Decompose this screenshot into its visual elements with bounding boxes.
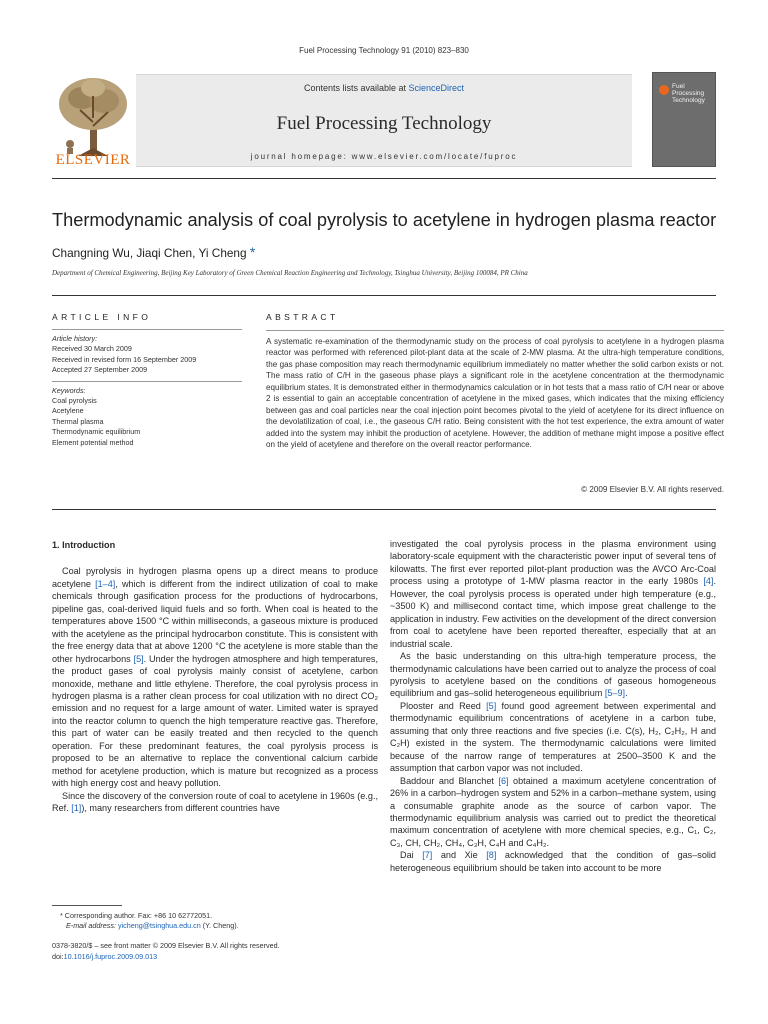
citation-link[interactable]: [1–4] (95, 578, 116, 589)
running-head: Fuel Processing Technology 91 (2010) 823–830 (299, 46, 469, 55)
paragraph: Coal pyrolysis in hydrogen plasma opens up a direct means to produce acetylene [1–4], which is different from the indirect utilization of coal to make chemicals through gasification process for the productions of hydrocarbons, pipeline gas, coal-derived liquid fuels and so forth. When coal is heated to the temperatures above 1500 °C within milliseconds, a gaseous mixture is produced with the acetylene as the principal hydrocarbon constitute. This is consistent with the free energy data that at above 1200 °C the acetylene is more stable than the other hydrocarbons [5]. Under the hydrogen atmosphere and high temperatures, the product gases of coal pyrolysis mainly consist of acetylene, carbon monoxide, methane and little ethylene. Therefore, the coal pyrolysis process in hydrogen plasma is a rather clean process for coal utilization with no direct CO₂ emission and no request for a large amount of water. Limited water is sprayed into the reactor column to quench the high temperature reactive gas. Therefore, this part of water can be easily treated and then recycled to the quench operation. For these predominant features, the coal pyrolysis process is proposed to be an alternative to replace the conventional calcium carbide method for acetylene production, which is mature but recognized as a process with high energy cost and heavy pollution. (52, 566, 378, 789)
corresponding-author-footnote (60, 911, 239, 931)
publisher-wordmark: ELSEVIER (55, 152, 131, 168)
keyword-item: Thermodynamic equilibrium (52, 427, 141, 437)
keyword-item: Element potential method (52, 437, 134, 447)
article-info-panel (52, 335, 242, 448)
paragraph: investigated the coal pyrolysis process in the plasma environment using laboratory-scale equipment with the characteristic power input of several tens of kilowatts. The first ever reported pilot-plant production was the AVCO Arc-Coal process using a prototype of 1-MW plasma reactor in the early 1980s [4]. However, the coal pyrolysis process is operated under high temperature (e.g., ~3500 K) and millisecond contact time, which impose great challenge to the application in industry. Few activities on the development of the direct conversion from coal to acetylene have been reported thereafter, especially that at an industrial scale. (390, 539, 716, 649)
keyword-item: Thermal plasma (52, 416, 104, 426)
paragraph: Dai [7] and Xie [8] acknowledged that the condition of gas–solid heterogeneous equilibrium should be taken into account to be more (390, 850, 716, 873)
body-rule (52, 509, 716, 510)
footnote-fax: Corresponding author. Fax: +86 10 62772051. (62, 911, 213, 920)
abstract-text: A systematic re-examination of the thermodynamic study on the process of coal pyrolysis to acetylene in a hydrogen plasma reactor was performed with referenced pilot-plant data at the scale of 2-MW plasma. At the ultra-high temperature conditions, the gas phase composition may reach thermodynamic equilibrium immediately no matter whether the solid carbon exists or not. The mass ratio of C/H in the gaseous phase plays a significant role in the acetylene concentration at the thermodynamic equilibrium states. It is demonstrated either in thermodynamics calculation or in hot tests that a mass ratio of C/H near or above 2 is essential to gain an acceptable concentration of acetylene in the mixed gases, which indicates that the mixing efficiency between gas and coal particles near the coal injection point becomes pivotal to the yield of acetylene for its direct influence on the devolatilization of coal, i.e., the gaseous C/H ratio. Being consistent with the hot test experience, the extra amount of water added into the system may inhibit the production of acetylene. However, the addition of methane might impose a positive effect on the yield of acetylene and therefore on the overall reactor performance. (266, 337, 724, 450)
masthead-rule (52, 178, 716, 179)
cover-title: Fuel Processing Technology (672, 83, 705, 104)
body-column-left (52, 538, 378, 815)
email-suffix: (Y. Cheng). (200, 921, 239, 930)
abstract-heading: ABSTRACT (266, 312, 339, 322)
footnote-rule (52, 905, 122, 906)
journal-cover-thumbnail (652, 72, 716, 167)
paragraph: Baddour and Blanchet [6] obtained a maximum acetylene concentration of 26% in a carbon–hydrogen system and 52% in a carbon–methane system, using a consumable graphite anode as the source of carbon vapor. The thermodynamic equilibrium analysis was carried out to predict the theoretical maximum concentration of acetylene with more chemical species, e.g., C₁, C₂, C₃, CH, CH₂, CH₄, C₃H, C₄H and C₄H₂. (390, 775, 716, 848)
keyword-item: Acetylene (52, 406, 84, 416)
author-list (52, 244, 255, 260)
journal-masthead (52, 72, 716, 169)
front-matter (52, 941, 280, 963)
keywords-label: Keywords: (52, 385, 86, 395)
citation-link[interactable]: [7] (422, 850, 433, 861)
contents-availability (136, 83, 632, 93)
paragraph: As the basic understanding on this ultra-high temperature process, the thermodynamic calculations have been carried out to analyze the process of coal pyrolysis to acetylene based on the conditions of gaseous homogeneous equilibrium and gas–solid heterogeneous equilibrium [5–9]. (390, 651, 716, 699)
body-column-right (390, 538, 716, 874)
info-rule-top (52, 329, 242, 330)
history-label: Article history: (52, 334, 98, 343)
corresponding-author-mark[interactable]: * (249, 244, 256, 260)
history-revised: Received in revised form 16 September 2009 (52, 354, 197, 364)
journal-homepage-link[interactable]: journal homepage: www.elsevier.com/locate/fuproc (250, 152, 518, 161)
copyright-notice: © 2009 Elsevier B.V. All rights reserved. (581, 485, 724, 494)
citation-link[interactable]: [5] (486, 700, 497, 711)
paragraph: Plooster and Reed [5] found good agreement between experimental and thermodynamic equilibrium concentrations of acetylene in a carbon tube, assuming that only three reactions and five species (i.e. C(s), H₂, C₂H₂, H and C₂H) existed in the system. The thermodynamic calculations were limited because of the narrow range of temperatures at 2500–3500 K and the assumption that carbon vapor was not included. (390, 700, 716, 774)
journal-info-band (136, 74, 632, 167)
contents-prefix: Contents lists available at (303, 83, 409, 93)
authors-text: Changning Wu, Jiaqi Chen, Yi Cheng (52, 246, 247, 260)
article-title: Thermodynamic analysis of coal pyrolysis to acetylene in hydrogen plasma reactor (52, 210, 717, 230)
history-received: Received 30 March 2009 (52, 344, 132, 354)
citation-link[interactable]: [1] (71, 803, 82, 814)
author-email-link[interactable]: yicheng@tsinghua.edu.cn (117, 921, 201, 930)
article-info-heading: ARTICLE INFO (52, 312, 152, 322)
affiliation: Department of Chemical Engineering, Beijing Key Laboratory of Green Chemical Reaction Engineering and Technology, Tsinghua University, Beijing 100084, PR China (52, 269, 528, 277)
sciencedirect-link[interactable]: ScienceDirect (408, 83, 465, 93)
citation-link[interactable]: [5–9] (604, 688, 626, 699)
issn-line: 0378-3820/$ – see front matter © 2009 Elsevier B.V. All rights reserved. (52, 941, 280, 950)
history-accepted: Accepted 27 September 2009 (52, 365, 148, 375)
citation-link[interactable]: [8] (486, 850, 497, 861)
citation-link[interactable]: [6] (498, 775, 509, 786)
abstract-rule (266, 330, 724, 331)
doi-link[interactable]: 10.1016/j.fuproc.2009.09.013 (63, 951, 158, 961)
citation-link[interactable]: [5] (133, 653, 144, 664)
citation-link[interactable]: [4] (703, 576, 714, 587)
cover-logo-icon (659, 85, 669, 95)
footnote-mark: * (60, 911, 63, 920)
email-label: E-mail address: (66, 921, 116, 930)
paragraph: Since the discovery of the conversion route of coal to acetylene in 1960s (e.g., Ref. [1]), many researchers from different countries have (52, 790, 378, 814)
doi-prefix: doi: (52, 951, 64, 961)
journal-title: Fuel Processing Technology (276, 113, 492, 134)
header-rule (52, 295, 716, 296)
section-heading-introduction: 1. Introduction (52, 540, 116, 550)
keyword-item: Coal pyrolysis (52, 396, 97, 406)
info-rule-middle (52, 381, 242, 382)
